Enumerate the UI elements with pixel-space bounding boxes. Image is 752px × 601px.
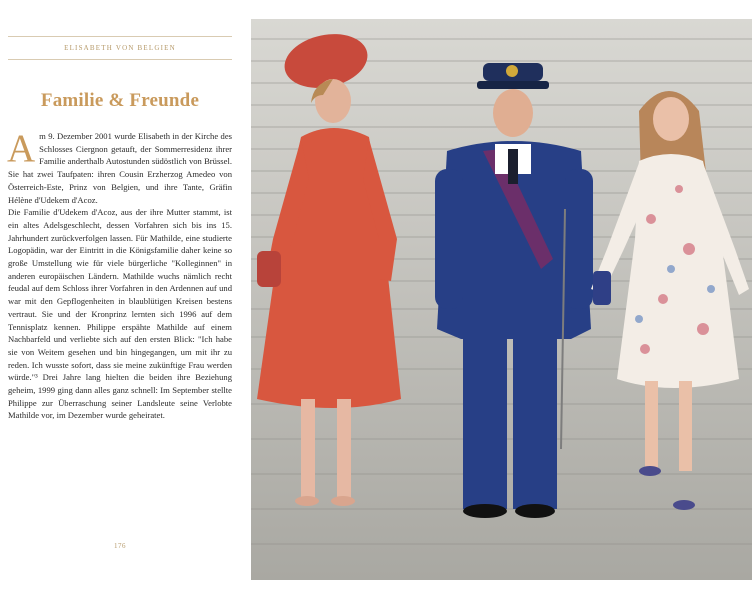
paragraph-1 (7, 127, 232, 206)
drop-cap: A (7, 127, 36, 170)
running-head: ELISABETH VON BELGIEN (8, 36, 232, 60)
body-text (7, 127, 232, 422)
royal-family-photo (251, 19, 752, 580)
paragraph-2: Die Familie d'Udekem d'Acoz, aus der ihre Mutter stammt, ist ein altes Adelsgeschlecht, dessen Vorfahren sich bis ins 15. Jahrhundert zurückverfolgen lassen. Für Mathilde, eine studierte Logopädin, war der Eintritt in die Königsfamilie daher keine so große Umstellung wie für viele bürgerliche "Kolleginnen" in anderen europäischen Ländern. Mathilde wuchs nämlich recht feudal auf dem Schloss ihrer Vorfahren in den Ardennen auf und war mit den Gepflogenheiten in blaublütigen Kreisen bestens vertraut. Sie und der Kronprinz lernten sich 1996 auf dem Tennisplatz kennen. Philippe erspähte Mathilde auf einem Nachbarfeld und verliebte sich auf den ersten Blick: "Ich habe sie von Weitem gesehen und bin hingegangen, um mit ihr zu reden. Ich wusste sofort, dass sie meine zukünftige Frau werden würde."³ Drei Jahre lang hielten die beiden ihre Beziehung geheim, 1999 ging dann alles ganz schnell: Im September stellte Philippe zur Überraschung seiner Landsleute seine Verlobte Mathilde vor, im Dezember wurde geheiratet. (8, 207, 232, 421)
paragraph-1-text: m 9. Dezember 2001 wurde Elisabeth in der Kirche des Schlosses Ciergnon getauft, der Sommerresidenz ihrer Familie anderthalb Autostunden südöstlich von Brüssel. Sie hat zwei Taufpaten: ihren Cousin Erzherzog Amedeo von Österreich-Este, Prinz von Belgien, und ihre Tante, Gräfin Hélène d'Udekem d'Acoz. (8, 131, 232, 205)
text-column (8, 36, 232, 422)
page-number: 176 (114, 542, 126, 550)
chapter-title: Familie & Freunde (40, 90, 200, 111)
